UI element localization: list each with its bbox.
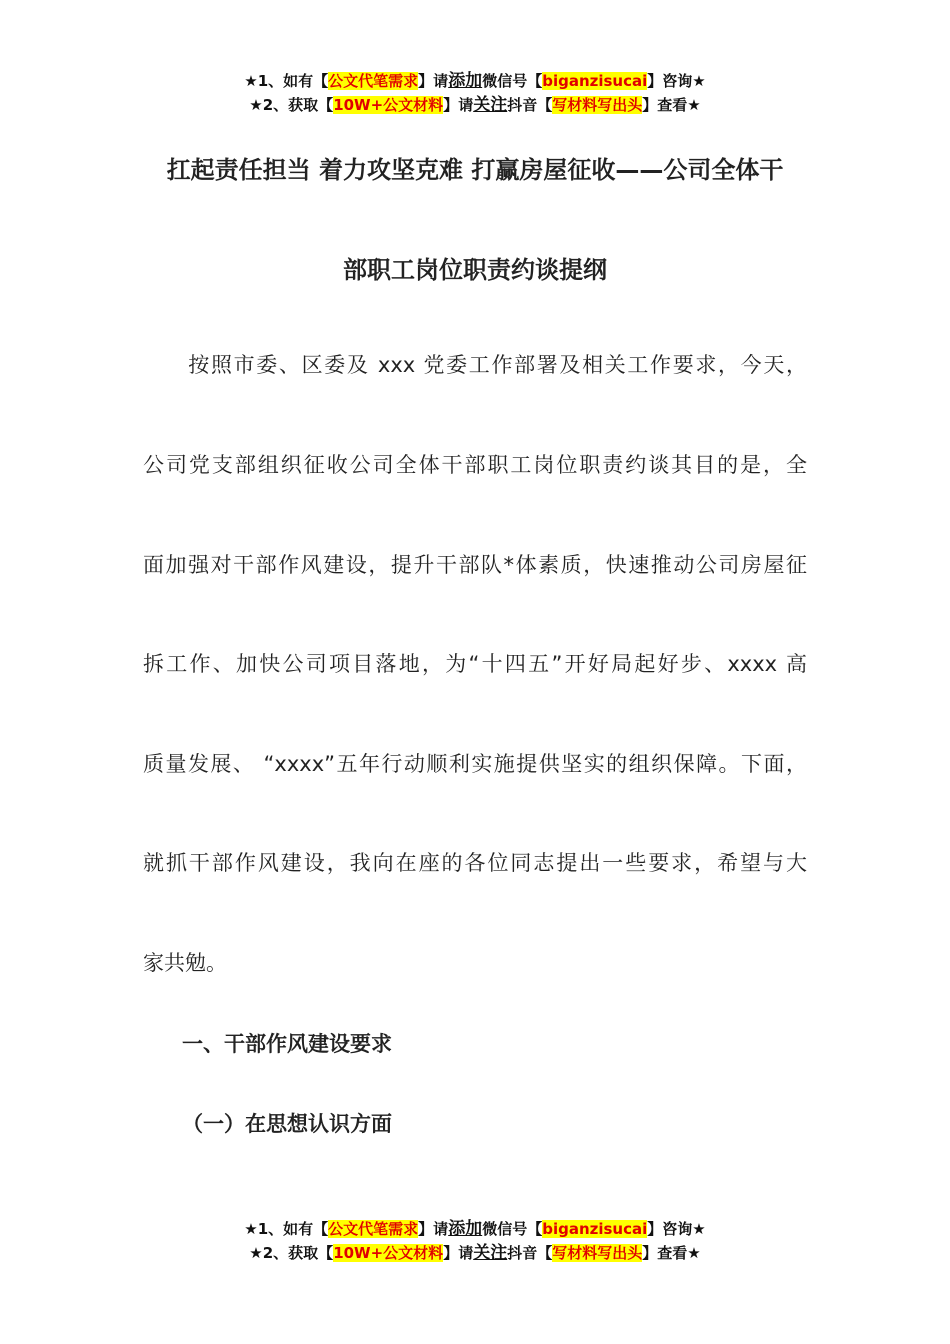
document-title-line-1: 扛起责任担当 着力攻坚克难 打赢房屋征收——公司全体干	[166, 156, 784, 184]
banner-line-2: ★2、获取【10W+公文材料】请关注抖音【写材料写出头】查看★	[249, 1243, 701, 1263]
banner-douyin-id: 写材料写出头	[552, 96, 643, 114]
paragraph-line: 家共勉。	[143, 951, 227, 975]
banner-line-2: ★2、获取【10W+公文材料】请关注抖音【写材料写出头】查看★	[249, 95, 701, 115]
document-title-line-2: 部职工岗位职责约谈提纲	[343, 256, 607, 284]
section-heading: 一、干部作风建设要求	[182, 1032, 392, 1056]
paragraph-line: 公司党支部组织征收公司全体干部职工岗位职责约谈其目的是，全	[143, 453, 807, 477]
paragraph-line: 质量发展、 “xxxx”五年行动顺利实施提供坚实的组织保障。下面，	[143, 752, 807, 776]
paragraph-line: 面加强对干部作风建设，提升干部队*体素质，快速推动公司房屋征	[143, 553, 807, 577]
paragraph-line: 拆工作、加快公司项目落地，为“十四五”开好局起好步、xxxx 高	[143, 652, 807, 676]
banner-line-1: ★1、如有【公文代笔需求】请添加微信号【biganzisucai】咨询★	[244, 1219, 706, 1239]
banner-highlight: 公文代笔需求	[328, 72, 419, 90]
paragraph-line: 就抓干部作风建设，我向在座的各位同志提出一些要求，希望与大	[143, 851, 807, 875]
subsection-heading: （一）在思想认识方面	[182, 1112, 392, 1136]
banner-highlight: 10W+公文材料	[333, 1244, 444, 1262]
bottom-banner	[0, 1217, 950, 1265]
banner-highlight: 公文代笔需求	[328, 1220, 419, 1238]
paragraph-line: 按照市委、区委及 xxx 党委工作部署及相关工作要求，今天，	[143, 353, 807, 377]
banner-douyin-id: 写材料写出头	[552, 1244, 643, 1262]
top-banner	[0, 69, 950, 117]
banner-line-1: ★1、如有【公文代笔需求】请添加微信号【biganzisucai】咨询★	[244, 71, 706, 91]
banner-highlight: 10W+公文材料	[333, 96, 444, 114]
banner-wechat-id: biganzisucai	[542, 1220, 648, 1238]
banner-wechat-id: biganzisucai	[542, 72, 648, 90]
